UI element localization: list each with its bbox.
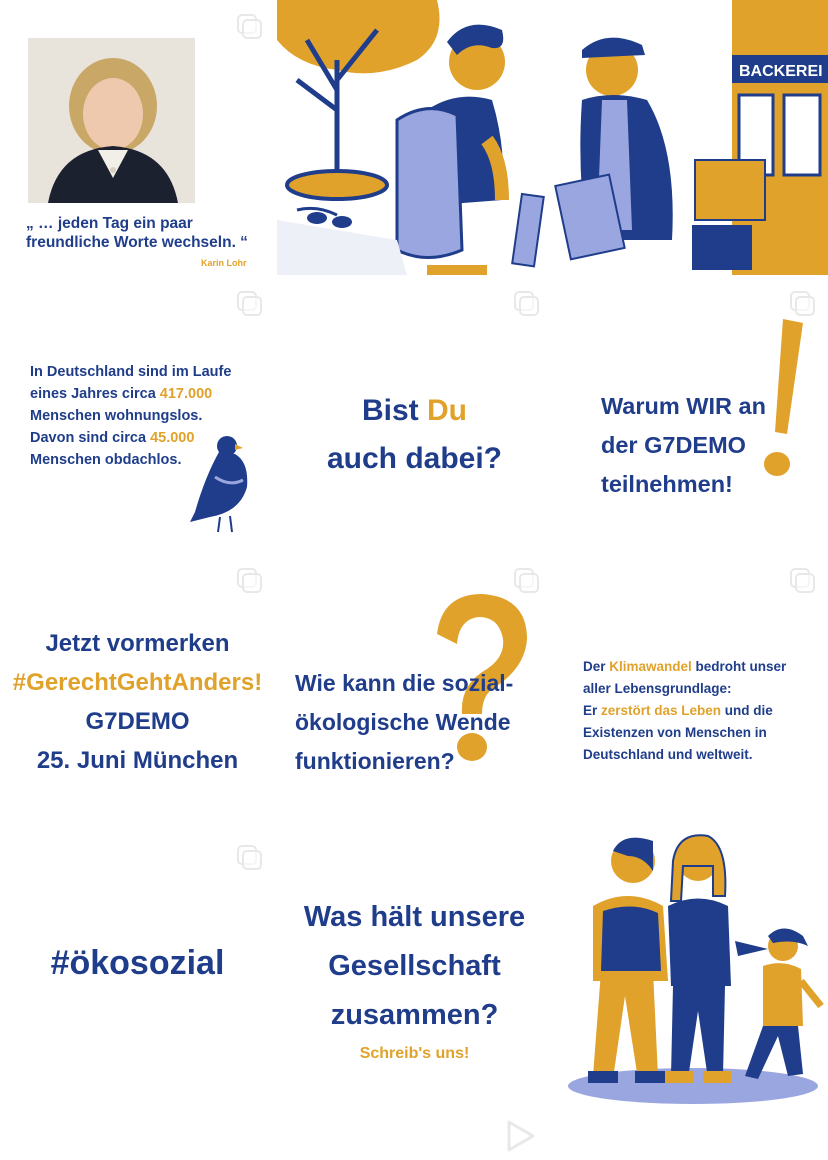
pigeon-icon (185, 432, 260, 537)
post-sozial-oekologische-wende[interactable] (277, 554, 552, 829)
post-illustration-street[interactable] (277, 0, 828, 275)
wende-question-text: Wie kann die sozial- ökologische Wende funktionieren? (295, 670, 514, 774)
post-oekosozial[interactable] (0, 831, 275, 1106)
multiple-photos-icon (237, 291, 259, 313)
multiple-photos-icon (514, 568, 536, 590)
demo-announcement-text: Jetzt vormerken #GerechtGehtAnders! G7DEMO 25. Juni München (12, 630, 263, 774)
post-homeless-stats[interactable] (0, 277, 275, 552)
stats-text: In Deutschland sind im Laufe eines Jahres circa 417.000 Menschen wohnungslos. Davon sind circa 45.000 Menschen obdachlos. (30, 364, 232, 468)
bist-du-dabei-text: Bist Du auch dabei? (326, 394, 503, 475)
post-warum-wir[interactable] (553, 277, 828, 552)
post-gesellschaft-zusammen[interactable] (277, 831, 552, 1106)
multiple-photos-icon (514, 291, 536, 313)
post-bist-du-dabei[interactable] (277, 277, 552, 552)
portrait-photo (28, 38, 195, 203)
oekosozial-hashtag: #ökosozial (50, 944, 225, 982)
multiple-photos-icon (790, 291, 812, 313)
play-icon[interactable] (501, 1118, 537, 1154)
multiple-photos-icon (237, 14, 259, 36)
quote-text: „ … jeden Tag ein paar freundliche Worte wechseln. “ (26, 215, 248, 251)
people-illustration (553, 831, 828, 1106)
klimawandel-text: Der Klimawandel bedroht unser aller Lebensgrundlage: Er zerstört das Leben und die Existenzen von Menschen in Deutschland und weltweit. (583, 659, 787, 762)
warum-wir-text: Warum WIR an der G7DEMO teilnehmen! (601, 393, 766, 497)
gesellschaft-question-text: Was hält unsere Gesellschaft zusammen? (303, 901, 526, 1031)
street-illustration (277, 0, 828, 275)
post-jetzt-vormerken[interactable] (0, 554, 275, 829)
quote-author: Karin Lohr (201, 258, 247, 268)
post-illustration-people[interactable] (553, 831, 828, 1106)
multiple-photos-icon (237, 845, 259, 867)
post-klimawandel[interactable] (553, 554, 828, 829)
post-quote-karin-lohr[interactable] (0, 0, 275, 275)
schreib-uns-cta: Schreib's uns! (359, 1045, 470, 1062)
multiple-photos-icon (237, 568, 259, 590)
bakery-sign: BACKEREI (739, 63, 823, 80)
multiple-photos-icon (790, 568, 812, 590)
